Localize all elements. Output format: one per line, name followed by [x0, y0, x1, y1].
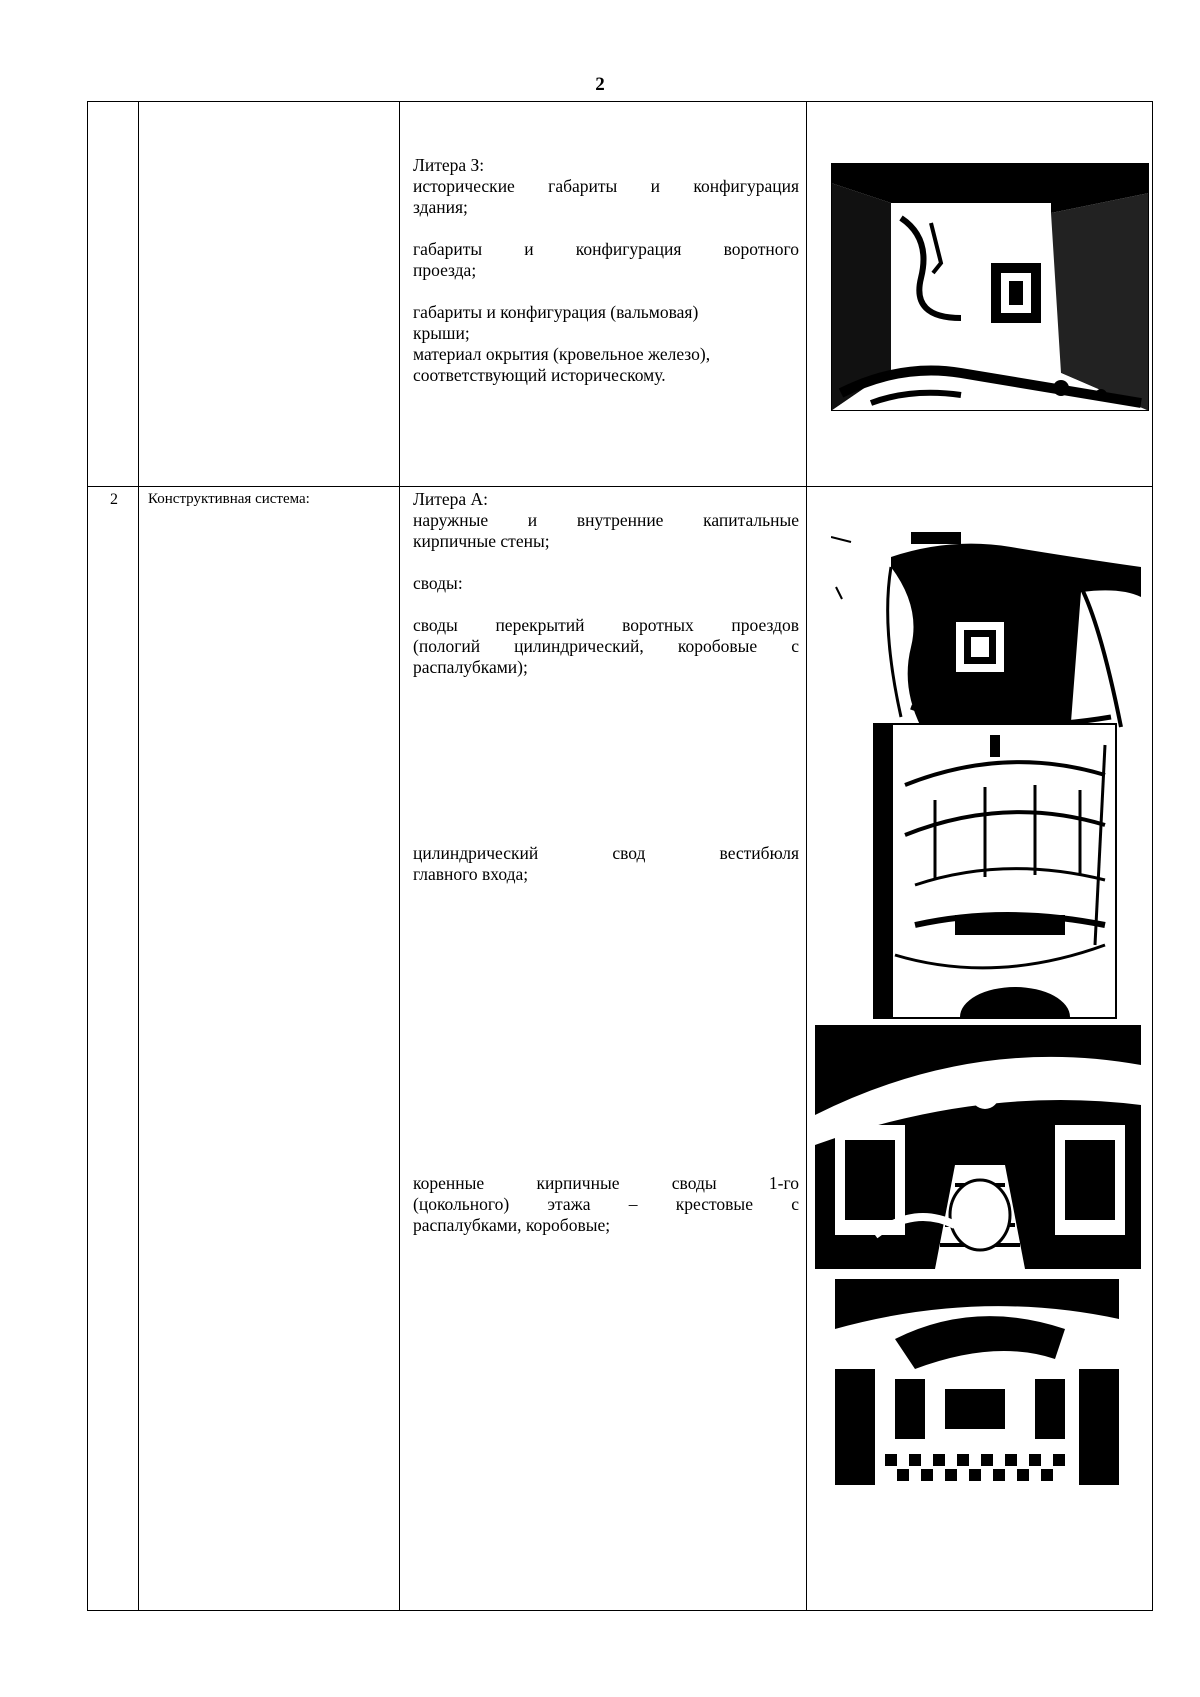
text-line: габариты и конфигурация воротного: [413, 239, 799, 259]
row-name: Конструктивная система:: [148, 491, 310, 507]
photo-basement-hall-1: [815, 1025, 1141, 1269]
text-line: цилиндрический свод вестибюля: [413, 843, 799, 863]
row1-text: [413, 155, 799, 386]
text-line: распалубками);: [413, 657, 528, 677]
photo-gate-vault: [831, 527, 1149, 749]
row2-text-walls: [413, 489, 799, 678]
text-line: соответствующий историческому.: [413, 365, 666, 385]
text-line: габариты и конфигурация (вальмовая): [413, 302, 699, 322]
text-line: распалубками, коробовые;: [413, 1215, 611, 1235]
photo-gate-passage: [831, 163, 1149, 411]
column-divider: [806, 102, 807, 486]
column-divider: [138, 102, 139, 486]
text-line: своды:: [413, 573, 463, 593]
photo-vestibule-vault: [873, 723, 1117, 1019]
table-row-1: [87, 101, 1153, 487]
text-line: (пологий цилиндрический, коробовые с: [413, 636, 799, 656]
column-divider: [399, 102, 400, 486]
column-divider: [399, 487, 400, 1610]
column-divider: [806, 487, 807, 1610]
text-line: проезда;: [413, 260, 477, 280]
column-divider: [138, 487, 139, 1610]
page-number: 2: [595, 74, 605, 95]
table-row-2: [87, 487, 1153, 1611]
text-line: исторические габариты и конфигурация: [413, 176, 799, 196]
text-line: наружные и внутренние капитальные: [413, 510, 799, 530]
text-line: (цокольного) этажа – крестовые с: [413, 1194, 799, 1214]
text-line: крыши;: [413, 323, 470, 343]
text-line: коренные кирпичные своды 1-го: [413, 1173, 799, 1193]
row2-text-vestibule: [413, 843, 799, 885]
row2-text-basement: [413, 1173, 799, 1236]
text-line: своды перекрытий воротных проездов: [413, 615, 799, 635]
litera-heading: Литера А:: [413, 489, 489, 509]
text-line: материал окрытия (кровельное железо),: [413, 344, 711, 364]
photo-basement-hall-2: [835, 1279, 1119, 1485]
litera-heading: Литера З:: [413, 155, 485, 175]
text-line: кирпичные стены;: [413, 531, 550, 551]
row-number: 2: [110, 491, 118, 508]
text-line: главного входа;: [413, 864, 529, 884]
text-line: здания;: [413, 197, 468, 217]
